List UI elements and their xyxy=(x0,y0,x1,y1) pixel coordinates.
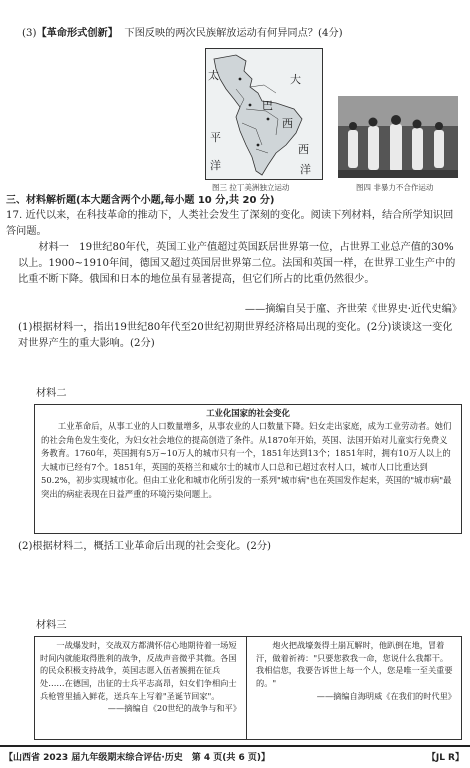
section-title: 三、材料解析题(本大题含两个小题,每小题 10 分,共 20 分) xyxy=(6,195,275,206)
map-label: 平 xyxy=(210,131,221,144)
question-text: 下图反映的两次民族解放运动有何异同点？(4分) xyxy=(124,28,343,39)
map-label: 西 xyxy=(298,143,309,156)
material-2-box xyxy=(34,404,462,534)
footer xyxy=(0,745,470,767)
map-label: 巴 xyxy=(262,99,273,112)
material-3-right xyxy=(251,637,461,739)
material-2-label: 材料二 xyxy=(36,388,67,399)
material-3-right-text: 炮火把战壕轰得土崩瓦解时，他趴倒在地，冒着汗，做着祈祷："只要您救我一命，您说什么我都干。我相信您，我要告诉世上每一个人，您是唯一至关重要的。" xyxy=(256,640,453,689)
material-1: 材料一 19世纪80年代，英国工业产值超过英国跃居世界第一位，占世界工业总产值的30%以上。1900~1910年间，德国又超过英国居世界第二位。法国和英国一样，在世界工业生产中的比重不断下降。俄国和日本的地位虽有显著提高，但它们所占的比重仍然很少。 xyxy=(18,242,456,285)
material-3-label: 材料三 xyxy=(36,620,67,631)
question-number: (3) xyxy=(22,28,37,39)
map-label: 大 xyxy=(290,73,301,86)
footer-left: 【山西省 2023 届九年级期末综合评估·历史 第 4 页(共 6 页)】 xyxy=(4,753,271,763)
map-graphic xyxy=(206,49,322,179)
material-2-title: 工业化国家的社会变化 xyxy=(206,408,290,418)
question-tag: 【革命形式创新】 xyxy=(36,28,118,39)
map-label: 太 xyxy=(208,69,219,82)
map-label: 西 xyxy=(282,117,293,130)
question-3 xyxy=(22,26,462,42)
material-3-left xyxy=(35,637,247,739)
noncooperation-photo xyxy=(338,96,458,178)
sub-question-1: (1)根据材料一，指出19世纪80年代至20世纪初期世界经济格局出现的变化。(2分)谈谈这一变化对世界产生的重大影响。(2分) xyxy=(18,322,453,349)
material-1-source: ——摘编自吴于廑、齐世荣《世界史·近代史编》 xyxy=(244,304,462,315)
map-label: 洋 xyxy=(300,163,311,176)
material-3-box xyxy=(34,636,462,740)
photo-graphic xyxy=(338,96,458,178)
material-3-right-source: ——摘编自海明威《在我们的时代里》 xyxy=(316,690,456,701)
material-3-left-source: ——摘编自《20世纪的战争与和平》 xyxy=(107,702,241,713)
map-caption: 图三 拉丁美洲独立运动 xyxy=(212,183,290,192)
question-17-stem: 17. 近代以来，在科技革命的推动下，人类社会发生了深刻的变化。阅读下列材料，结合所学知识回答问题。 xyxy=(6,210,454,237)
map-label: 洋 xyxy=(210,159,221,172)
material-3-left-text: 一战爆发时，交战双方都满怀信心地期待着一场短时间内就能取得胜利的战争，反战声音微乎其微。各国的民众积极支持战争，英国志愿入伍者簇拥在征兵处……在德国，出征的士兵平志高昂，妇女们争相向士兵枪管里插入鲜花，送兵车上写着"圣诞节回家"。 xyxy=(40,640,237,701)
photo-caption: 图四 非暴力不合作运动 xyxy=(356,183,434,192)
material-2-text: 工业革命后，从事工业的人口数量增多，从事农业的人口数量下降。妇女走出家庭，成为工业劳动者。她们的社会角色发生变化，为妇女社会地位的提高创造了条件。从1870年开始，英国、法国开始对儿童实行免费义务教育。1760年，英国拥有5万~10万人的城市只有一个，1851年达到13个；1851年时，拥有10万人以上的大城市已经有7个。1851年，英国的英格兰和威尔士的城市人口总和已超过农村人口，城市人口比重达到50.2%，初步实现城市化。但由工业化和城市化所引发的一系列"城市病"也在英国发作起来，英国的"城市病"最突出的病症表现在日益严重的环境污染问题上。 xyxy=(41,421,452,499)
latin-america-map xyxy=(205,48,323,180)
sub-question-2: (2)根据材料二，概括工业革命后出现的社会变化。(2分) xyxy=(18,541,271,552)
footer-right: 【JL R】 xyxy=(426,753,464,763)
